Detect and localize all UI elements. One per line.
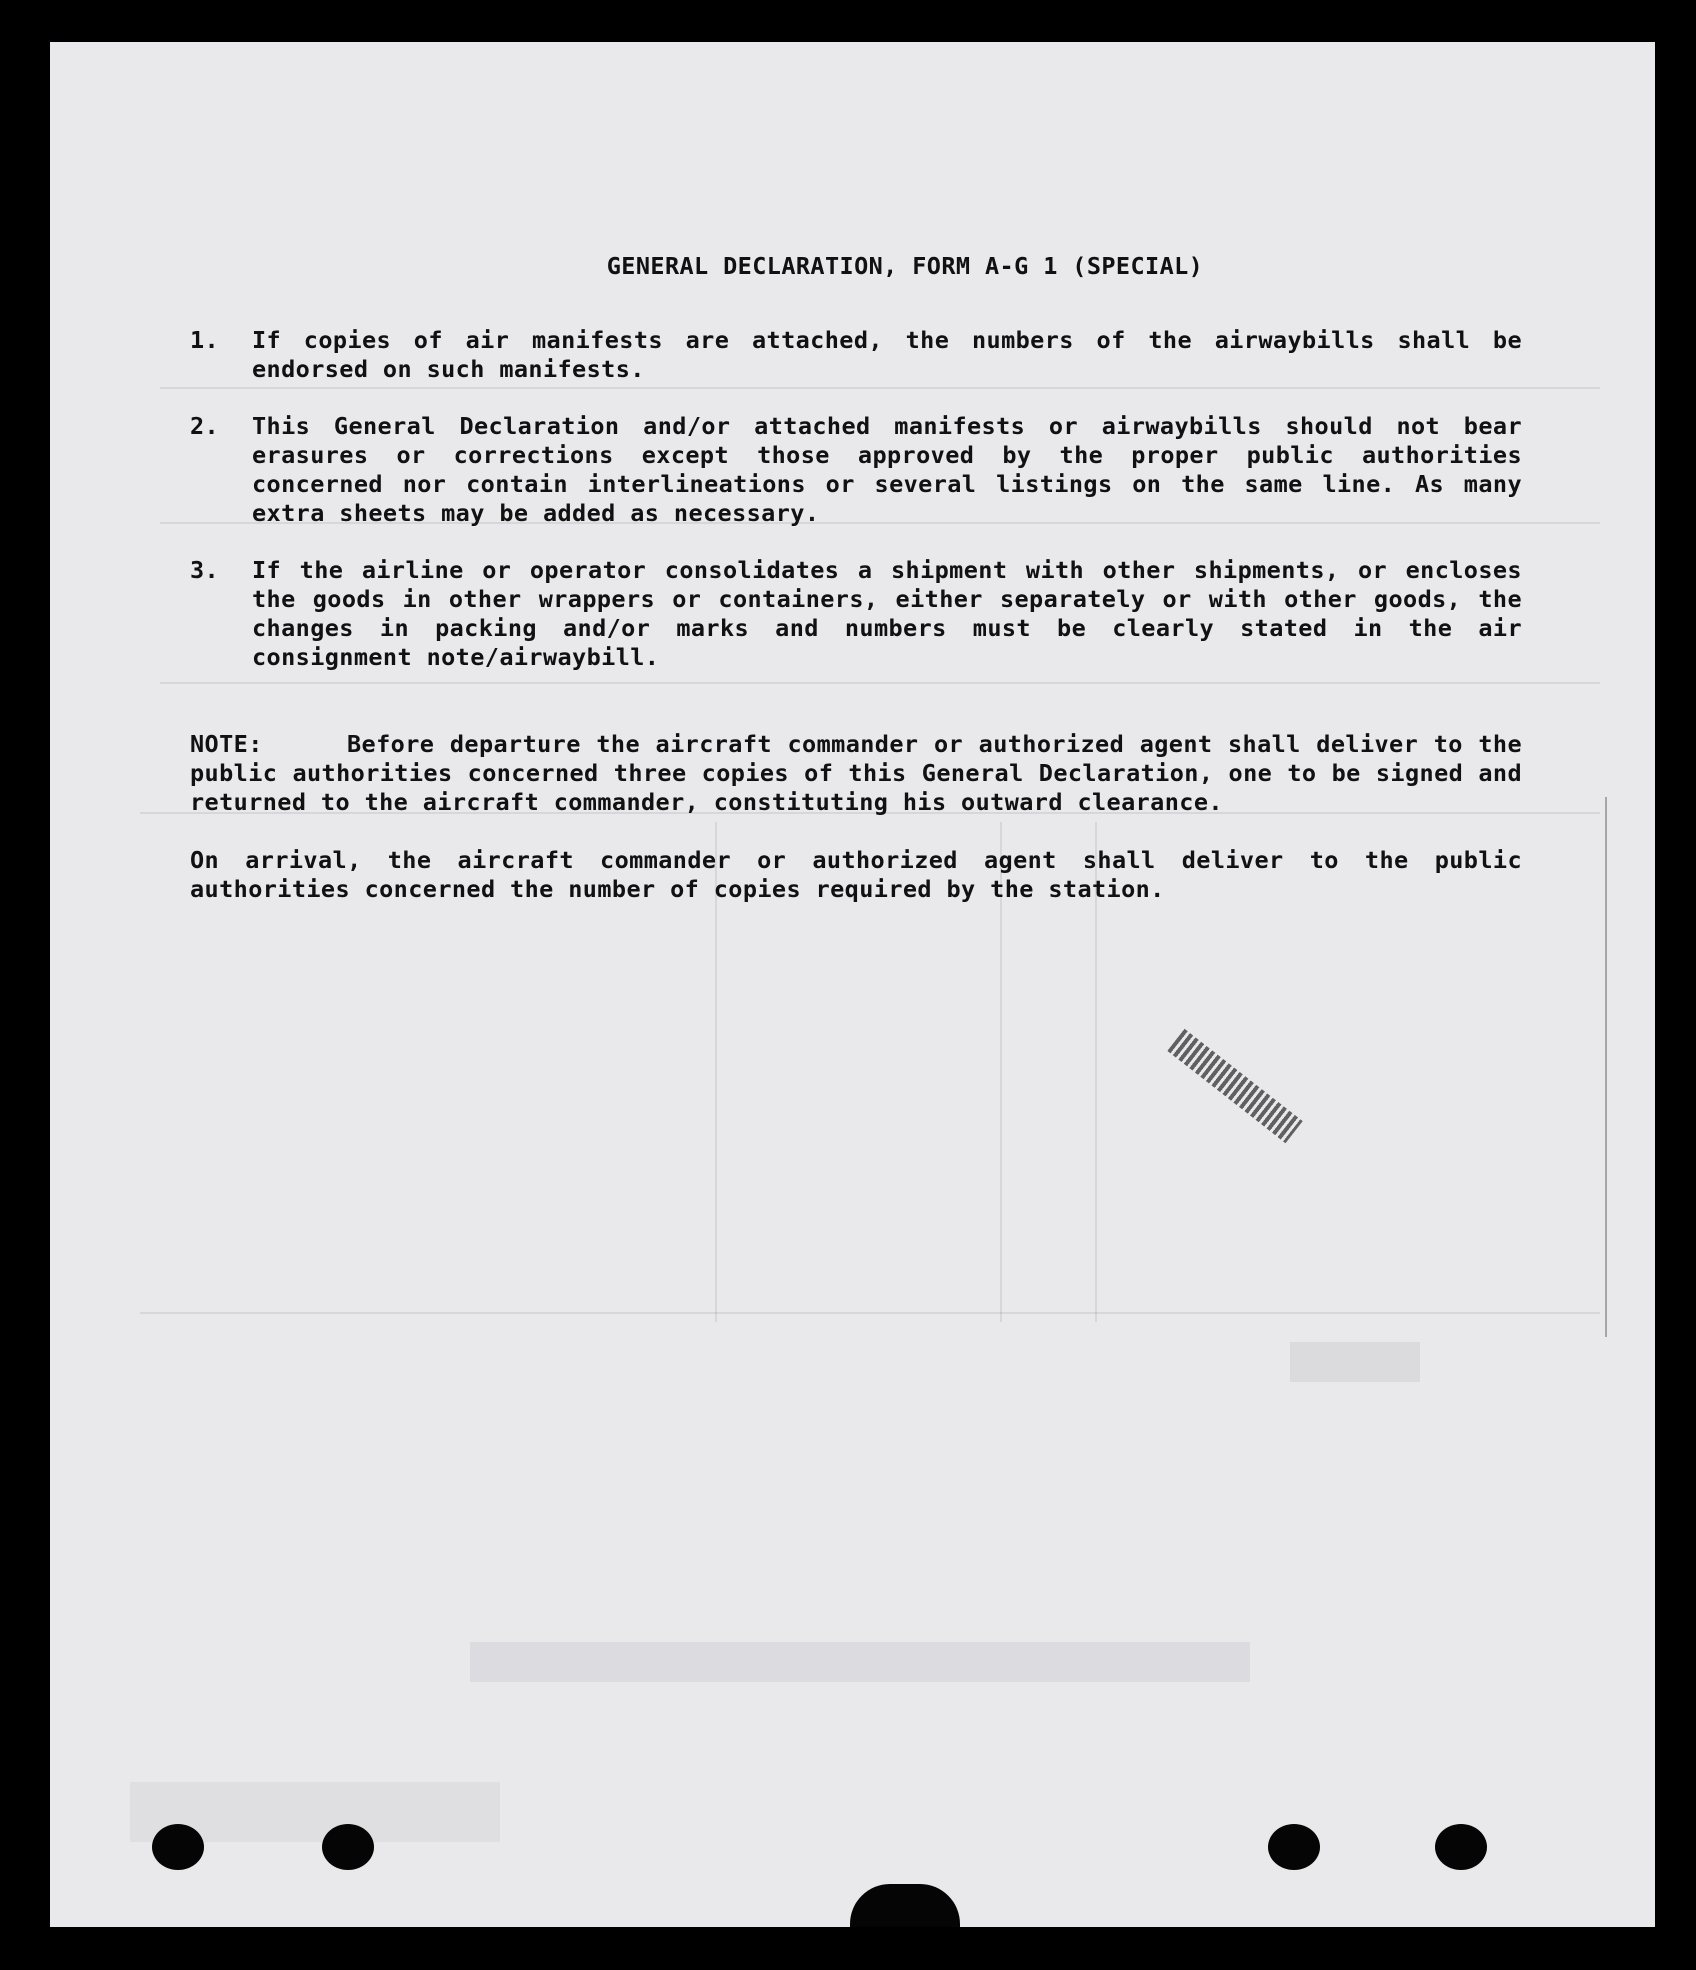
margin-line: [1605, 797, 1607, 1337]
bleed-through-block: [470, 1642, 1250, 1682]
punch-hole: [1268, 1824, 1320, 1870]
item-text: This General Declaration and/or attached manifests or airwaybills should not bear erasures or corrections except those approved by the proper public authorities concerned nor contain interlineations or several listings on the same line. As many extra sheets may be added as necessary.: [252, 412, 1522, 527]
punch-hole: [322, 1824, 374, 1870]
item-number: 1.: [190, 326, 220, 354]
stamp-mark: [1167, 1029, 1302, 1143]
list-item: [190, 412, 1570, 528]
note-text: Before departure the aircraft commander or authorized agent shall deliver to the public authorities concerned three copies of this General Declaration, one to be signed and returned to the aircraft commander, constituting his outward clearance.: [190, 730, 1522, 816]
bleed-through-line: [140, 1312, 1600, 1314]
item-text: If the airline or operator consolidates a shipment with other shipments, or encloses the goods in other wrappers or containers, either separately or with other goods, the changes in packing and/or marks and numbers must be clearly stated in the air consignment note/airwaybill.: [252, 556, 1522, 671]
item-text: If copies of air manifests are attached, the numbers of the airwaybills shall be endorsed on such manifests.: [252, 326, 1522, 383]
punch-hole: [152, 1824, 204, 1870]
binding-notch: [850, 1884, 960, 1927]
item-number: 2.: [190, 412, 220, 440]
bleed-through-block: [1290, 1342, 1420, 1382]
document-page: [50, 42, 1655, 1927]
item-number: 3.: [190, 556, 220, 584]
note-paragraph: [190, 730, 1522, 817]
list-item: [190, 556, 1570, 672]
declaration-content: [190, 252, 1570, 904]
page-title: GENERAL DECLARATION, FORM A-G 1 (SPECIAL): [606, 252, 1204, 280]
note-label: NOTE:: [190, 730, 263, 758]
punch-hole: [1435, 1824, 1487, 1870]
list-item: [190, 326, 1570, 384]
arrival-paragraph: On arrival, the aircraft commander or authorized agent shall deliver to the public authorities concerned the number of copies required by the station.: [190, 846, 1522, 903]
